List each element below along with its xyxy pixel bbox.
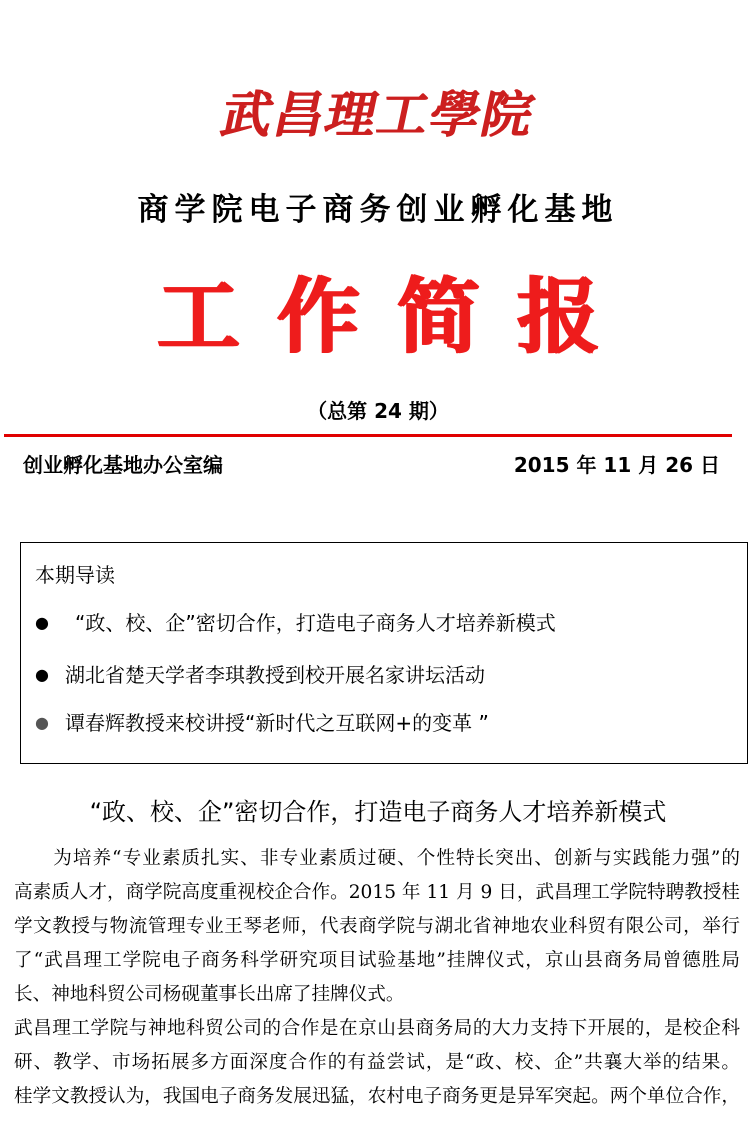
text-line: 高素质人才，商学院高度重视校企合作。2015 年 11 月 9 日，武昌理工学院特聘教授桂 [14,882,740,903]
article-headline: “政、校、企”密切合作，打造电子商务人才培养新模式 [89,798,667,826]
toc-item-label: 谭春辉教授来校讲授“新时代之互联网+的变革 ” [65,711,489,735]
editor-office: 创业孵化基地办公室编 [23,453,223,477]
toc-item [35,661,485,689]
toc-item-label: “政、校、企”密切合作，打造电子商务人才培养新模式 [75,611,556,635]
text-line: 为培养“专业素质扎实、非专业素质过硬、个性特长突出、创新与实践能力强”的 [14,848,740,869]
issue-number: （总第 24 期） [307,399,449,423]
bullet-icon: ● [35,613,49,632]
text-line: 桂学文教授认为，我国电子商务发展迅猛，农村电子商务更是异军突起。两个单位合作， [14,1086,740,1107]
article-paragraph-2 [14,1012,740,1114]
text-line: 长、神地科贸公司杨砚董事长出席了挂牌仪式。 [14,984,405,1005]
toc-heading: 本期导读 [35,563,115,587]
red-divider [4,434,732,437]
text-line: 研、教学、市场拓展多方面深度合作的有益尝试，是“政、校、企”共襄大举的结果。 [14,1052,740,1073]
toc-item-label: 湖北省楚天学者李琪教授到校开展名家讲坛活动 [65,663,485,687]
article-paragraph-1 [14,842,740,1012]
briefing-title: 工作简报 [156,270,637,365]
toc-item [35,609,556,637]
table-of-contents [20,542,748,764]
bullet-icon: ● [35,713,49,732]
text-line: 学文教授与物流管理专业王琴老师，代表商学院与湖北省神地农业科贸有限公司，举行 [14,916,740,937]
toc-item [35,709,489,737]
text-line: 了“武昌理工学院电子商务科学研究项目试验基地”挂牌仪式，京山县商务局曾德胜局 [14,950,740,971]
issue-date: 2015 年 11 月 26 日 [513,453,720,477]
school-logo: 武昌理工學院 [215,85,541,144]
text-line: 武昌理工学院与神地科贸公司的合作是在京山县商务局的大力支持下开展的，是校企科 [14,1018,740,1039]
bullet-icon: ● [35,665,49,684]
org-title: 商学院电子商务创业孵化基地 [137,192,619,228]
